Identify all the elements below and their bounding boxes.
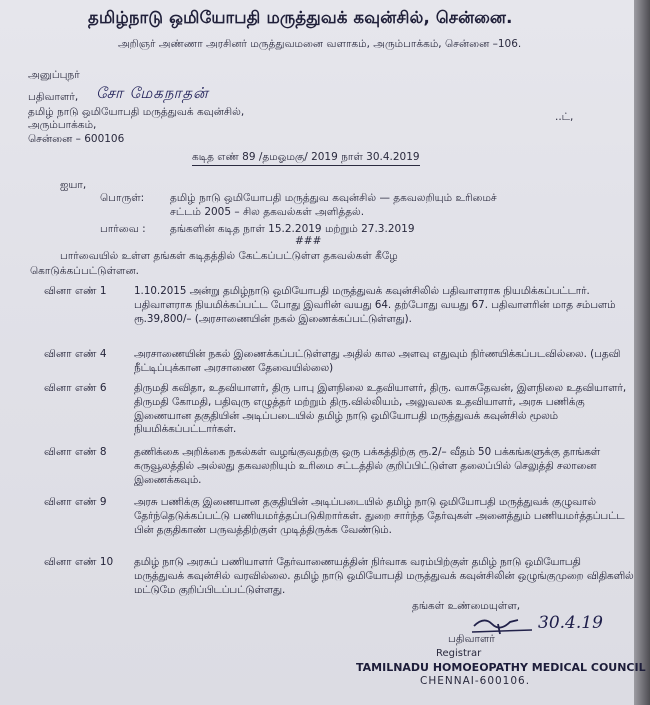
letter-reference: கடித எண் 89 /தமஓமகு/ 2019 நாள் 30.4.2019 (192, 151, 420, 166)
intro-line-1: பார்வையில் உள்ள தங்கள் கடிதத்தில் கேட்கப்பட்டுள்ள தகவல்கள் கீழே (60, 250, 398, 262)
answer-text: தணிக்கை அறிக்கை நகல்கள் வழங்குவதற்கு ஒரு பக்கத்திற்கு ரூ.2/– வீதம் 50 பக்கங்களுக்கு தாங்கள் கருவூலத்தில் அல்லது தகவலறியும் உரிமை சட்டத்தில் குறிப்பிட்டுள்ள தலைப்பில் செலுத்தி சலானை இணைக்கவும். (134, 446, 601, 486)
from-label: அனுப்புநர் (28, 69, 80, 81)
question-label: வினா எண் 1 (44, 285, 107, 297)
question-label: வினா எண் 4 (44, 348, 107, 360)
signature-underline (472, 630, 532, 632)
right-mark: ..ட், (555, 111, 574, 123)
registrar-title-en: Registrar (436, 648, 482, 659)
council-address: அறிஞர் அண்ணா அரசினர் மருத்துவமனை வளாகம், அரும்பாக்கம், சென்னை –106. (118, 38, 522, 50)
scan-edge-shadow (634, 0, 650, 705)
question-label: வினா எண் 9 (44, 496, 107, 508)
registrar-title-ta: பதிவாளர் (448, 633, 495, 645)
subject-label: பொருள்: (100, 192, 145, 204)
question-label: வினா எண் 8 (44, 446, 107, 458)
question-label: வினா எண் 6 (44, 382, 107, 394)
salutation: ஐயா, (60, 179, 87, 191)
answer-text: 1.10.2015 அன்று தமிழ்நாடு ஒமியோபதி மருத்துவக் கவுன்சிலில் பதிவாளராக நியமிக்கப்பட்டார். பதிவாளராக நியமிக்கப்பட்ட போது இவரின் வயது 64. தற்போது வயது 67. பதிவாளரின் மாத சம்பளம் ரூ.39,800/– (அரசாணையின் நகல் இணைக்கப்பட்டுள்ளது). (134, 285, 616, 325)
sender-org: தமிழ் நாடு ஒமியோபதி மருத்துவக் கவுன்சில், (28, 106, 245, 118)
answer-text: திருமதி கவிதா, உதவியாளர், திரு பாபு இளநிலை உதவியாளர், திரு. வாசுதேவன், இளநிலை உதவியாளர், திருமதி கோமதி, பதிவுரு எழுத்தர் மற்றும் திரு.வில்லியம், அலுவலக உதவியாளர், அரசு பணிக்கு இணையான தகுதியின் அடிப்படையில் தமிழ் நாடு ஒமியோபதி மருத்துவக் கவுன்சில் மூலம் நியமிக்கப்பட்டார்கள். (134, 382, 627, 436)
subject-line-2: சட்டம் 2005 – சில தகவல்கள் அளித்தல். (170, 206, 365, 218)
intro-line-2: கொடுக்கப்பட்டுள்ளன. (30, 265, 140, 277)
separator: ### (295, 235, 322, 247)
subject-line-1: தமிழ் நாடு ஒமியோபதி மருத்துவ கவுன்சில் — தகவலறியும் உரிமைச் (170, 192, 497, 204)
answer-text: அரசாணையின் நகல் இணைக்கப்பட்டுள்ளது அதில் கால அளவு எதுவும் நிர்ணயிக்கப்படவில்லை. (பதவி நீட்டிப்புக்கான அரசாணை தேவையில்லை) (134, 348, 621, 374)
council-stamp-city: CHENNAI-600106. (420, 675, 531, 687)
sender-area: அரும்பாக்கம், (28, 119, 97, 131)
ref-label: பார்வை : (100, 223, 146, 235)
yours-faithfully: தங்கள் உண்மையுள்ள, (412, 600, 521, 612)
ref-text: தங்களின் கடித நாள் 15.2.2019 மற்றும் 27.3.2019 (170, 223, 415, 235)
answer-text: தமிழ் நாடு அரசுப் பணியாளர் தேர்வாணையத்தின் நிர்வாக வரம்பிற்குள் தமிழ் நாடு ஒமியோபதி மருத்துவக் கவுன்சில் வரவில்லை. தமிழ் நாடு ஒமியோபதி மருத்துவக் கவுன்சிலின் ஒழுங்குமுறை விதிகளில் மட்டுமே குறிப்பிடப்பட்டுள்ளது. (134, 556, 634, 596)
answer-text: அரசு பணிக்கு இணையான தகுதியின் அடிப்படையில் தமிழ் நாடு ஒமியோபதி மருத்துவக் குழுவால் தேர்ந்தெடுக்கப்பட்டு பணியமர்த்தப்படுகிறார்கள். துறை சார்ந்த தேர்வுகள் அனைத்தும் பணியமர்த்தப்பட்ட பின் தகுதிகாண் பருவத்திற்குள் முடித்திருக்க வேண்டும். (134, 496, 625, 536)
registrar-signature: சோ மேகநாதன் (96, 84, 209, 102)
registrar-label: பதிவாளர், (28, 91, 79, 103)
council-stamp-name: TAMILNADU HOMOEOPATHY MEDICAL COUNCIL (356, 661, 646, 674)
sender-city: சென்னை – 600106 (28, 133, 125, 145)
question-label: வினா எண் 10 (44, 556, 114, 568)
council-title: தமிழ்நாடு ஒமியோபதி மருத்துவக் கவுன்சில், சென்னை. (88, 8, 513, 27)
signature-date: 30.4.19 (538, 613, 603, 633)
